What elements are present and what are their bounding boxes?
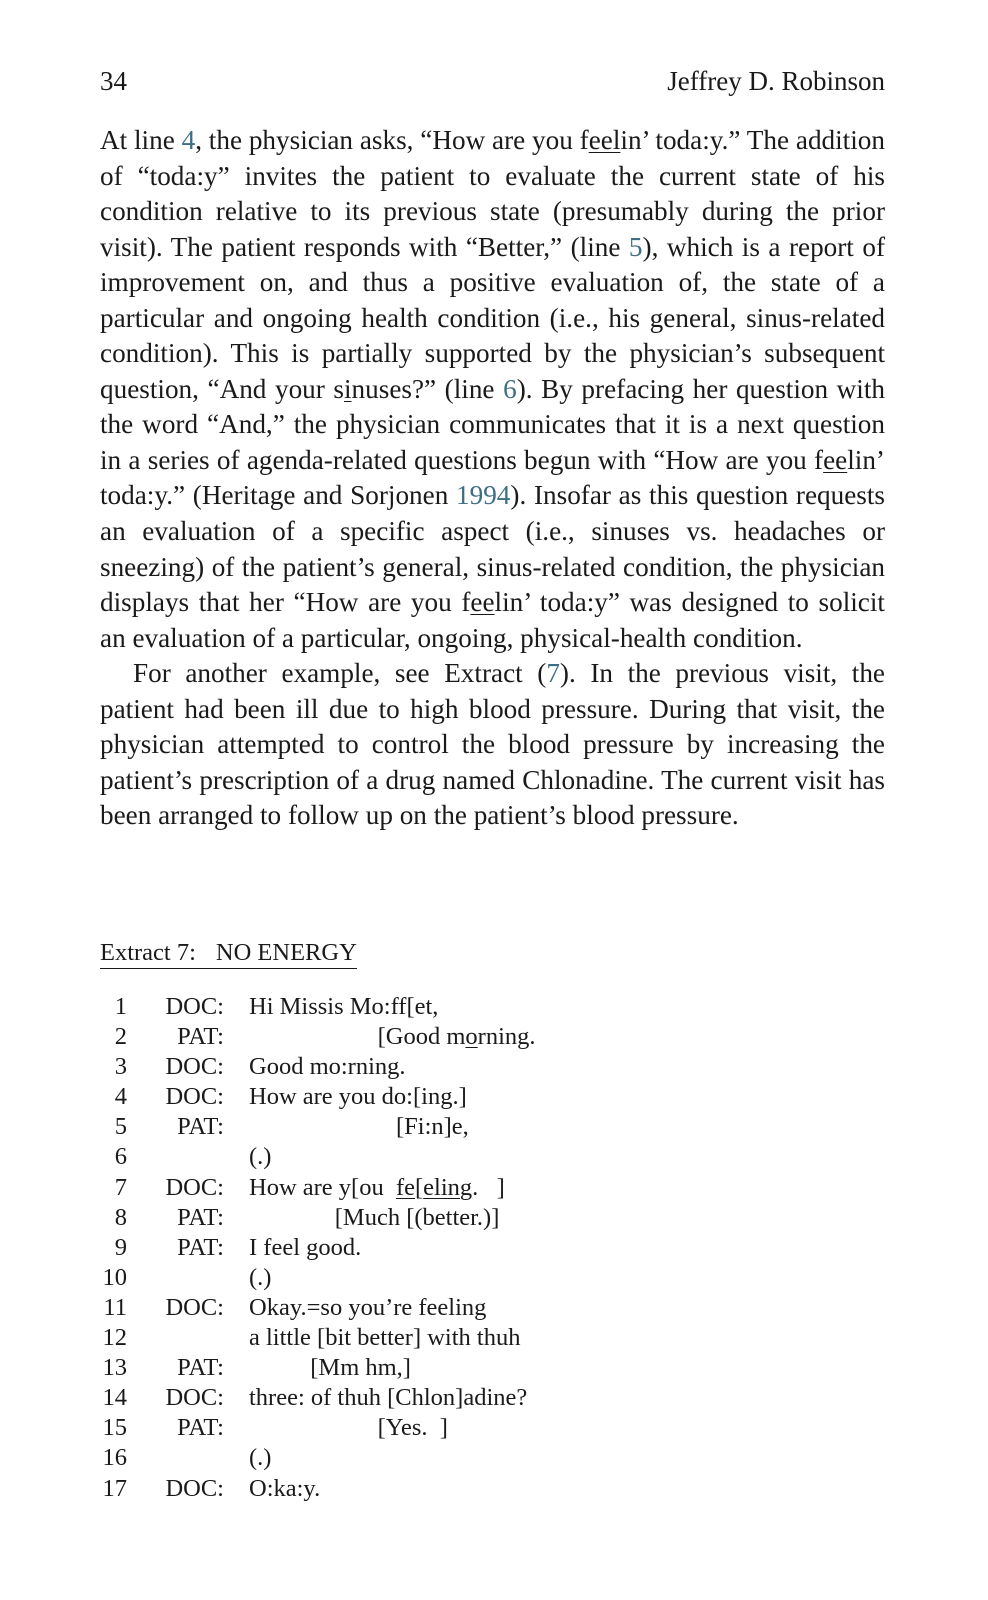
- underlined-text: ee: [823, 444, 848, 475]
- extract-label: Extract 7:: [100, 939, 196, 966]
- text-run: f: [579, 125, 589, 155]
- speaker-label: DOC:: [165, 993, 224, 1020]
- text-run: [Fi:n]e,: [249, 1113, 469, 1141]
- transcript-line: [100, 1082, 800, 1112]
- body-text: [100, 123, 885, 834]
- line-number: 16: [102, 1444, 127, 1472]
- transcript-line: [100, 1022, 800, 1052]
- extract-heading: [100, 938, 357, 969]
- underlined-text: eling: [423, 1173, 473, 1201]
- line-number: 9: [114, 1233, 127, 1261]
- text-run: [: [415, 1173, 424, 1201]
- utterance: [249, 1173, 505, 1203]
- utterance: [249, 1203, 499, 1233]
- line-number: 6: [114, 1143, 127, 1171]
- utterance: [249, 1263, 271, 1293]
- line-number: 14: [102, 1384, 127, 1412]
- speaker-label: PAT:: [177, 1233, 224, 1261]
- text-run: [Much [(better.)]: [249, 1203, 500, 1231]
- utterance: [249, 1474, 320, 1504]
- page-header: [100, 64, 885, 98]
- speaker-label: DOC:: [165, 1474, 224, 1502]
- line-number: 12: [102, 1324, 127, 1352]
- cross-reference-link[interactable]: 7: [546, 658, 560, 689]
- utterance: [249, 1022, 536, 1052]
- line-number: 7: [114, 1173, 127, 1201]
- transcript-line: [100, 1263, 800, 1293]
- transcript-line: [100, 1443, 800, 1473]
- transcript: [100, 992, 800, 1504]
- transcript-line: [100, 1383, 800, 1413]
- text-run: ). In the previous visit, the patient had been ill due to high blood pressure. During that visit, the physician attempted to control the blood pressure by increasing the patient’s prescription of a drug named Chlonadine. The current visit has been arranged to follow up on the patient’s blood pressure.: [100, 658, 885, 831]
- utterance: [249, 1082, 467, 1112]
- paragraph: [100, 656, 885, 834]
- text-run: [Good m: [249, 1023, 466, 1051]
- cross-reference-link[interactable]: 5: [628, 231, 643, 262]
- speaker-label: PAT:: [177, 1023, 224, 1051]
- speaker-label: DOC:: [165, 1083, 224, 1111]
- line-number: 15: [102, 1414, 127, 1442]
- line-number: 8: [114, 1203, 127, 1231]
- text-run: I feel good.: [249, 1233, 362, 1261]
- text-run: ). By prefacing her question with the word “And,” the physician communicates that it is a next question in a series of agenda-related questions begun with “How are you f: [100, 373, 886, 475]
- speaker-label: DOC:: [165, 1384, 224, 1412]
- text-run: lin’ toda:y.” (Heritage and Sorjonen: [100, 444, 885, 511]
- line-number: 4: [114, 1083, 127, 1111]
- text-run: Hi Missis Mo:ff[et,: [249, 993, 439, 1020]
- utterance: [249, 1052, 406, 1082]
- transcript-line: [100, 1203, 800, 1233]
- text-run: (.): [249, 1263, 272, 1291]
- transcript-line: [100, 992, 800, 1022]
- underlined-text: ee: [470, 587, 495, 618]
- line-number: 1: [114, 993, 127, 1020]
- utterance: [249, 1383, 527, 1413]
- text-run: How are you do:[ing.]: [249, 1083, 467, 1111]
- running-head: Jeffrey D. Robinson: [667, 66, 885, 96]
- text-run: in’ toda:y.” The addition of “toda:y” invites the patient to evaluate the current state of his condition relative to its previous state (presumably during the prior visit). The patient responds with “Better,” (line: [100, 125, 885, 262]
- text-run: ). Insofar as this question requests an evaluation of a specific aspect (i.e., sinuses vs. headaches or sneezing) of the patient’s general, sinus-related condition, the physician displays that her “How are you f: [100, 480, 885, 618]
- text-run: (.): [249, 1143, 272, 1171]
- underlined-text: eel: [588, 125, 621, 155]
- text-run: . ]: [472, 1173, 505, 1201]
- text-run: For another example, see Extract (: [133, 658, 547, 689]
- underlined-text: fe: [395, 1173, 415, 1201]
- line-number: 13: [102, 1354, 127, 1382]
- utterance: [249, 992, 438, 1022]
- utterance: [249, 1353, 411, 1383]
- transcript-line: [100, 1233, 800, 1263]
- text-run: ), which is a report of improvement on, and thus a positive evaluation of, the state of a particular and ongoing health condition (i.e., his general, sinus-related condition). This is partially supported by the physician’s subsequent question, “And your s: [100, 231, 885, 404]
- text-run: How are y[ou: [249, 1173, 396, 1201]
- extract-title: NO ENERGY: [215, 939, 357, 966]
- utterance: [249, 1413, 448, 1443]
- text-run: O:ka:y.: [249, 1474, 321, 1502]
- utterance: [249, 1443, 271, 1473]
- utterance: [249, 1112, 469, 1142]
- speaker-label: PAT:: [177, 1354, 224, 1382]
- text-run: Okay.=so you’re feeling: [249, 1293, 487, 1321]
- transcript-line: [100, 1474, 800, 1504]
- transcript-line: [100, 1112, 800, 1142]
- paragraph: [100, 123, 885, 656]
- transcript-line: [100, 1353, 800, 1383]
- text-run: Good mo:rning.: [249, 1053, 406, 1081]
- line-number: 3: [114, 1053, 127, 1081]
- utterance: [249, 1142, 271, 1172]
- speaker-label: PAT:: [177, 1203, 224, 1231]
- speaker-label: DOC:: [165, 1173, 224, 1201]
- underlined-text: i: [343, 373, 352, 404]
- cross-reference-link[interactable]: 6: [503, 373, 517, 404]
- speaker-label: DOC:: [165, 1293, 224, 1321]
- underlined-text: o: [465, 1023, 478, 1051]
- text-run: lin’ toda:y” was designed to solicit an evaluation of a particular, ongoing, physical-health condition.: [100, 587, 885, 653]
- text-run: [Yes. ]: [249, 1414, 448, 1442]
- line-number: 2: [114, 1023, 127, 1051]
- text-run: (.): [249, 1444, 272, 1472]
- utterance: [249, 1323, 520, 1353]
- transcript-line: [100, 1413, 800, 1443]
- transcript-line: [100, 1052, 800, 1082]
- text-run: rning.: [477, 1023, 536, 1051]
- line-number: 5: [114, 1113, 127, 1141]
- transcript-line: [100, 1323, 800, 1353]
- transcript-line: [100, 1173, 800, 1203]
- text-run: three: of thuh [Chlon]adine?: [249, 1384, 528, 1412]
- cross-reference-link[interactable]: 4: [181, 125, 196, 155]
- speaker-label: PAT:: [177, 1414, 224, 1442]
- line-number: 10: [102, 1263, 127, 1291]
- page-number: 34: [100, 66, 127, 96]
- transcript-line: [100, 1142, 800, 1172]
- speaker-label: DOC:: [165, 1053, 224, 1081]
- cross-reference-link[interactable]: 1994: [456, 480, 511, 511]
- utterance: [249, 1233, 361, 1263]
- text-run: , the physician asks, “How are you: [195, 125, 580, 155]
- text-run: nuses?” (line: [351, 373, 504, 404]
- text-run: [Mm hm,]: [249, 1354, 411, 1382]
- speaker-label: PAT:: [177, 1113, 224, 1141]
- line-number: 17: [102, 1474, 127, 1502]
- text-run: a little [bit better] with thuh: [249, 1324, 521, 1352]
- utterance: [249, 1293, 486, 1323]
- text-run: At line: [100, 125, 182, 155]
- line-number: 11: [103, 1293, 127, 1321]
- transcript-line: [100, 1293, 800, 1323]
